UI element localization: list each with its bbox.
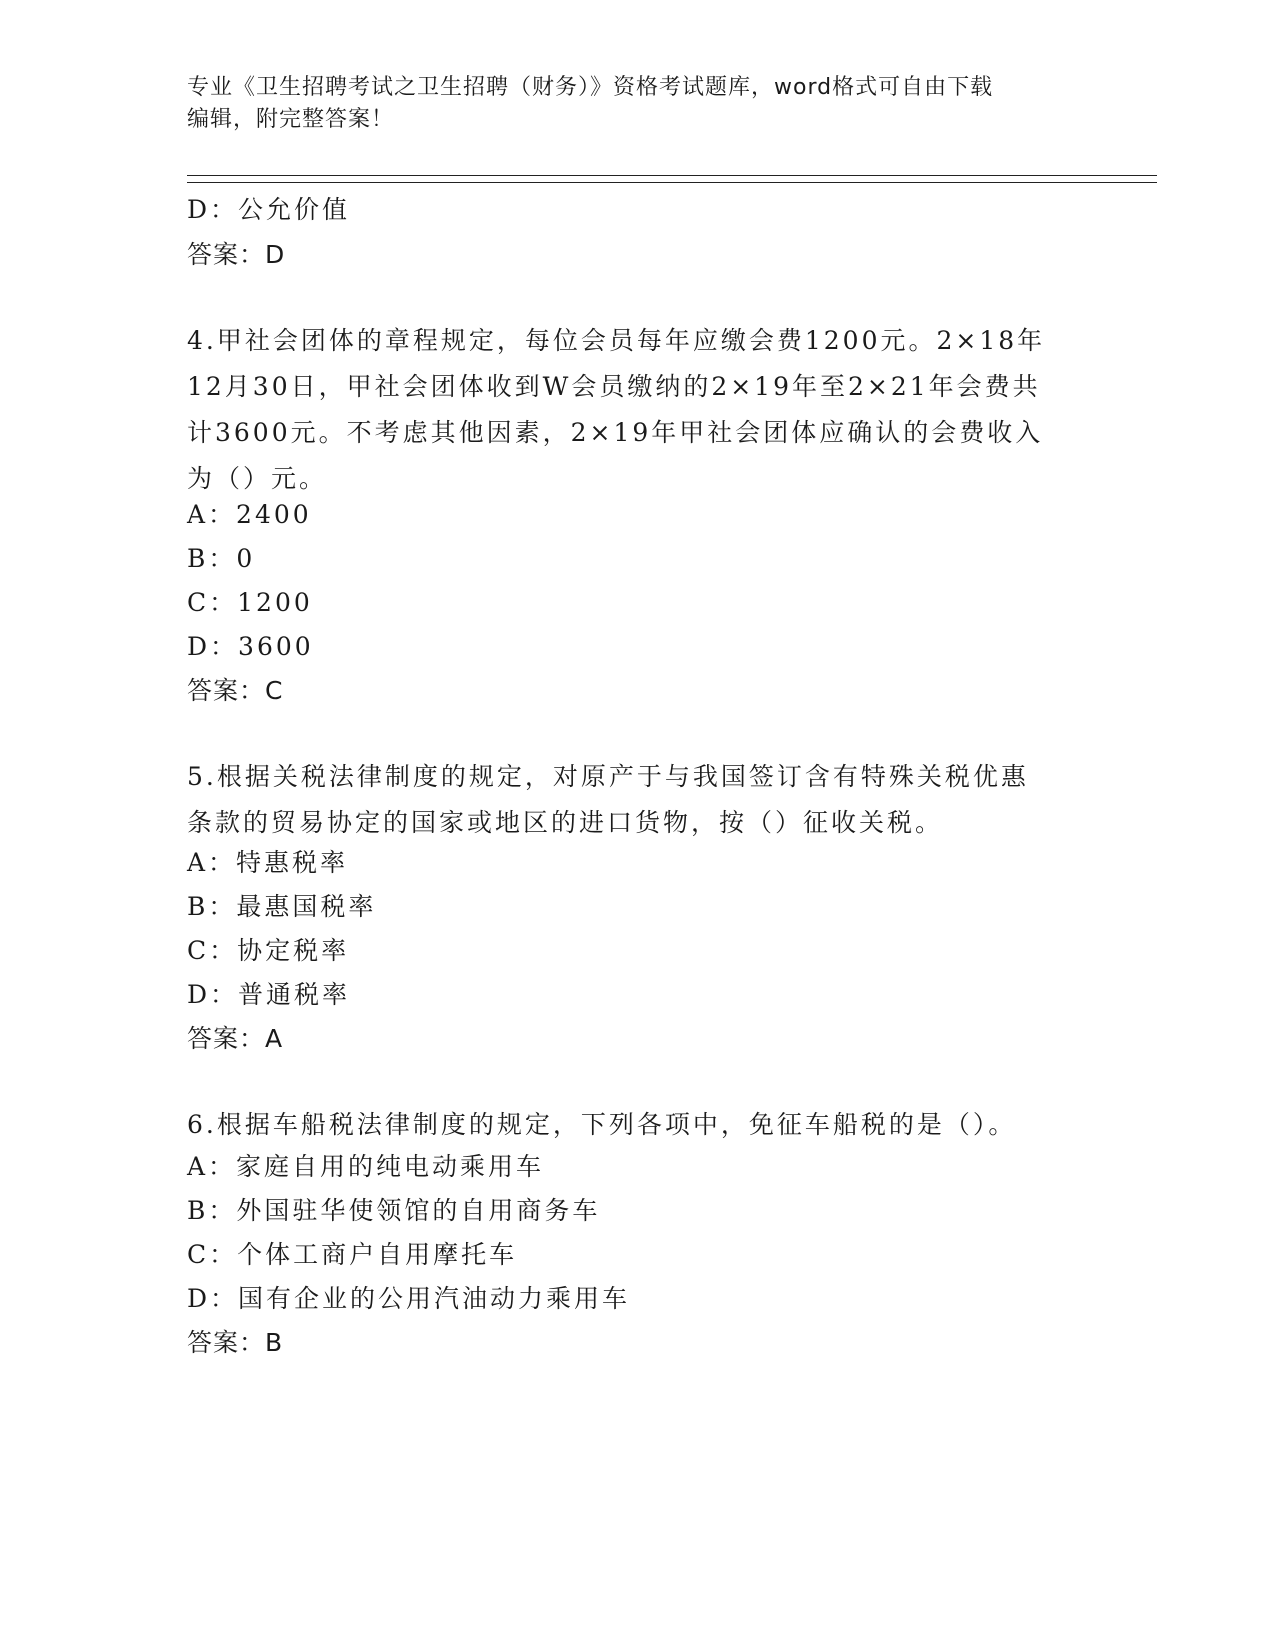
answer-line: 答案：A xyxy=(187,1024,284,1053)
answer-line: 答案：C xyxy=(187,676,284,705)
option-c: C：个体工商户自用摩托车 xyxy=(187,1240,518,1269)
option-d: D：公允价值 xyxy=(187,195,351,224)
question-6-text xyxy=(187,1102,1087,1148)
option-c: C：1200 xyxy=(187,588,313,617)
header-divider-top xyxy=(187,175,1157,176)
question-line: 12月30日，甲社会团体收到W会员缴纳的2×19年至2×21年会费共 xyxy=(187,372,1041,401)
option-b: B：外国驻华使领馆的自用商务车 xyxy=(187,1196,601,1225)
answer-line: 答案：D xyxy=(187,240,286,269)
question-5-text xyxy=(187,754,1087,846)
option-b: B：0 xyxy=(187,544,256,573)
option-d: D：国有企业的公用汽油动力乘用车 xyxy=(187,1284,631,1313)
header-line-1: 专业《卫生招聘考试之卫生招聘（财务）》资格考试题库，word格式可自由下载 xyxy=(187,75,994,100)
question-line: 为（）元。 xyxy=(187,464,328,493)
question-line: 条款的贸易协定的国家或地区的进口货物，按（）征收关税。 xyxy=(187,808,944,837)
answer-line: 答案：B xyxy=(187,1328,284,1357)
document-header xyxy=(187,72,1087,136)
option-b: B：最惠国税率 xyxy=(187,892,377,921)
option-d: D：普通税率 xyxy=(187,980,351,1009)
option-d: D：3600 xyxy=(187,632,314,661)
question-line: 4.甲社会团体的章程规定，每位会员每年应缴会费1200元。2×18年 xyxy=(187,326,1046,355)
option-c: C：协定税率 xyxy=(187,936,350,965)
option-a: A：特惠税率 xyxy=(187,848,349,877)
question-line: 计3600元。不考虑其他因素，2×19年甲社会团体应确认的会费收入 xyxy=(187,418,1044,447)
option-a: A：2400 xyxy=(187,500,312,529)
question-4-text xyxy=(187,318,1087,502)
header-line-2: 编辑，附完整答案！ xyxy=(187,107,395,132)
header-divider-bottom xyxy=(187,182,1157,183)
option-a: A：家庭自用的纯电动乘用车 xyxy=(187,1152,545,1181)
question-line: 5.根据关税法律制度的规定，对原产于与我国签订含有特殊关税优惠 xyxy=(187,762,1029,791)
question-line: 6.根据车船税法律制度的规定，下列各项中，免征车船税的是（）。 xyxy=(187,1110,1017,1139)
